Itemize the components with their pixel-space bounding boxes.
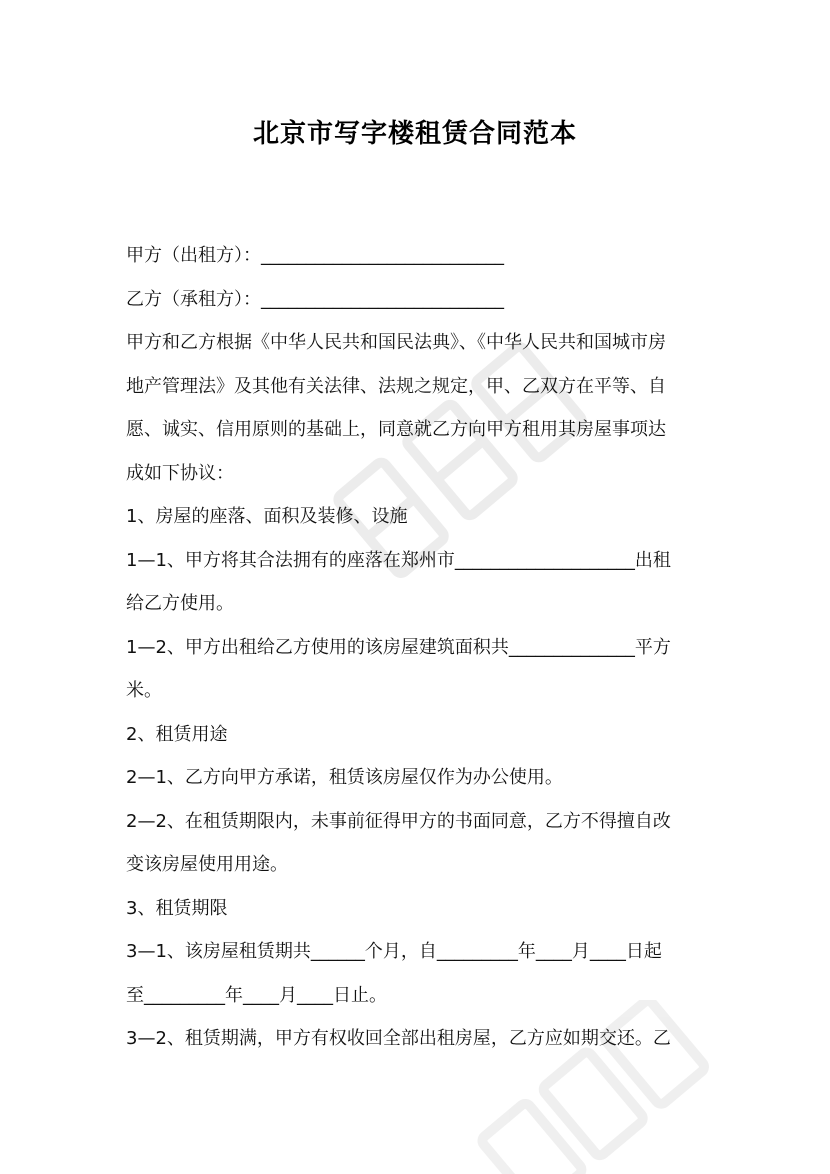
clause-line: 2—2、在租赁期限内，未事前征得甲方的书面同意，乙方不得擅自改 (126, 810, 671, 832)
clause-line: 3—2、租赁期满，甲方有权收回全部出租房屋，乙方应如期交还。乙 (126, 1028, 671, 1049)
clause-line: 至_________年____月____日止。 (126, 984, 387, 1006)
preamble-line: 地产管理法》及其他有关法律、法规之规定，甲、乙双方在平等、自 (126, 375, 666, 397)
section-heading: 1、房屋的座落、面积及装修、设施 (126, 506, 408, 527)
clause-line: 1—2、甲方出租给乙方使用的该房屋建筑面积共______________平方 (126, 636, 671, 658)
preamble-line: 甲方和乙方根据《中华人民共和国民法典》、《中华人民共和国城市房 (126, 332, 666, 353)
clause-line: 2—1、乙方向甲方承诺，租赁该房屋仅作为办公使用。 (126, 767, 563, 788)
document-body (126, 234, 711, 1061)
clause-line: 3—1、该房屋租赁期共______个月，自_________年____月____日起 (126, 941, 662, 962)
section-heading: 3、租赁期限 (126, 897, 228, 919)
party-a-line: 甲方（出租方）：___________________________ (126, 245, 504, 266)
clause-line: 1—1、甲方将其合法拥有的座落在郑州市____________________出租 (126, 549, 671, 571)
preamble-line: 愿、诚实、信用原则的基础上，同意就乙方向甲方租用其房屋事项达 (126, 419, 666, 440)
clause-line: 变该房屋使用用途。 (126, 854, 288, 875)
document-title: 北京市写字楼租赁合同范本 (252, 119, 577, 149)
section-heading: 2、租赁用途 (126, 723, 228, 745)
clause-line: 米。 (126, 680, 162, 701)
preamble-line: 成如下协议： (126, 462, 234, 484)
party-b-line: 乙方（承租方）：___________________________ (126, 288, 504, 310)
clause-line: 给乙方使用。 (126, 593, 234, 614)
